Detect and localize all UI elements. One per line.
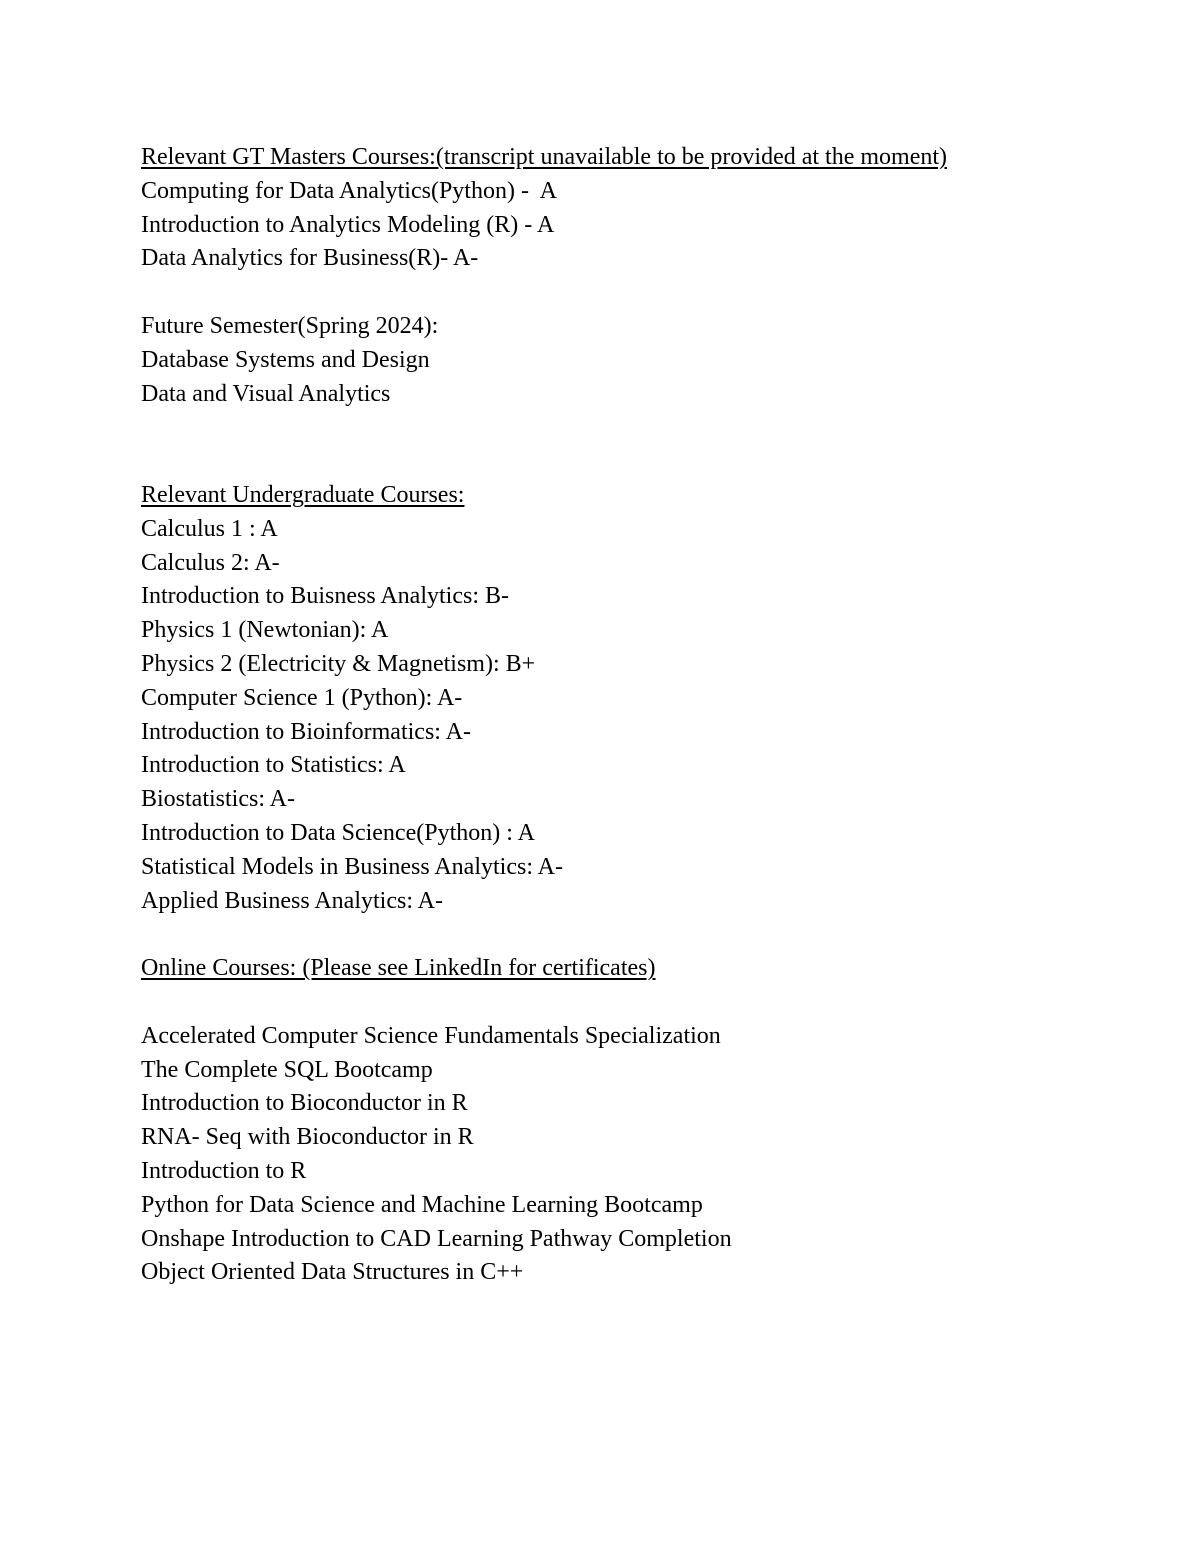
future-semester-course: Database Systems and Design: [141, 346, 430, 373]
blank-line: [141, 276, 1141, 310]
gt-masters-course: Computing for Data Analytics(Python) - A: [141, 177, 557, 204]
undergraduate-course: Applied Business Analytics: A-: [141, 887, 443, 914]
undergraduate-course: Introduction to Data Science(Python) : A: [141, 819, 535, 846]
undergraduate-heading: Relevant Undergraduate Courses:: [141, 481, 465, 508]
gt-masters-course: Data Analytics for Business(R)- A-: [141, 245, 479, 272]
online-course: Python for Data Science and Machine Learning Bootcamp: [141, 1191, 703, 1218]
online-course: The Complete SQL Bootcamp: [141, 1056, 433, 1083]
gt-masters-course: Introduction to Analytics Modeling (R) - A: [141, 211, 555, 238]
future-semester-heading: Future Semester(Spring 2024):: [141, 312, 439, 339]
undergraduate-course: Computer Science 1 (Python): A-: [141, 684, 463, 711]
online-course: Object Oriented Data Structures in C++: [141, 1259, 524, 1286]
undergraduate-course: Calculus 1 : A: [141, 515, 278, 542]
online-course: Accelerated Computer Science Fundamentals Specialization: [141, 1022, 721, 1049]
document-body: [141, 141, 1141, 1290]
undergraduate-course: Biostatistics: A-: [141, 786, 296, 813]
blank-line: [141, 986, 1141, 1020]
blank-line: [141, 445, 1141, 479]
undergraduate-course: Physics 2 (Electricity & Magnetism): B+: [141, 650, 536, 677]
undergraduate-course: Introduction to Buisness Analytics: B-: [141, 583, 509, 610]
undergraduate-course: Calculus 2: A-: [141, 549, 280, 576]
undergraduate-course: Introduction to Statistics: A: [141, 752, 406, 779]
undergraduate-course: Statistical Models in Business Analytics: A-: [141, 853, 563, 880]
undergraduate-course: Physics 1 (Newtonian): A: [141, 617, 389, 644]
online-course: RNA- Seq with Bioconductor in R: [141, 1124, 474, 1151]
gt-masters-heading: Relevant GT Masters Courses:(transcript unavailable to be provided at the moment): [141, 144, 948, 170]
online-courses-heading: Online Courses: (Please see LinkedIn for certificates): [141, 955, 656, 982]
blank-line: [141, 411, 1141, 445]
undergraduate-course: Introduction to Bioinformatics: A-: [141, 718, 471, 745]
online-course: Introduction to R: [141, 1157, 307, 1184]
online-course: Onshape Introduction to CAD Learning Pathway Completion: [141, 1225, 732, 1252]
blank-line: [141, 918, 1141, 952]
future-semester-course: Data and Visual Analytics: [141, 380, 391, 407]
online-course: Introduction to Bioconductor in R: [141, 1090, 468, 1117]
